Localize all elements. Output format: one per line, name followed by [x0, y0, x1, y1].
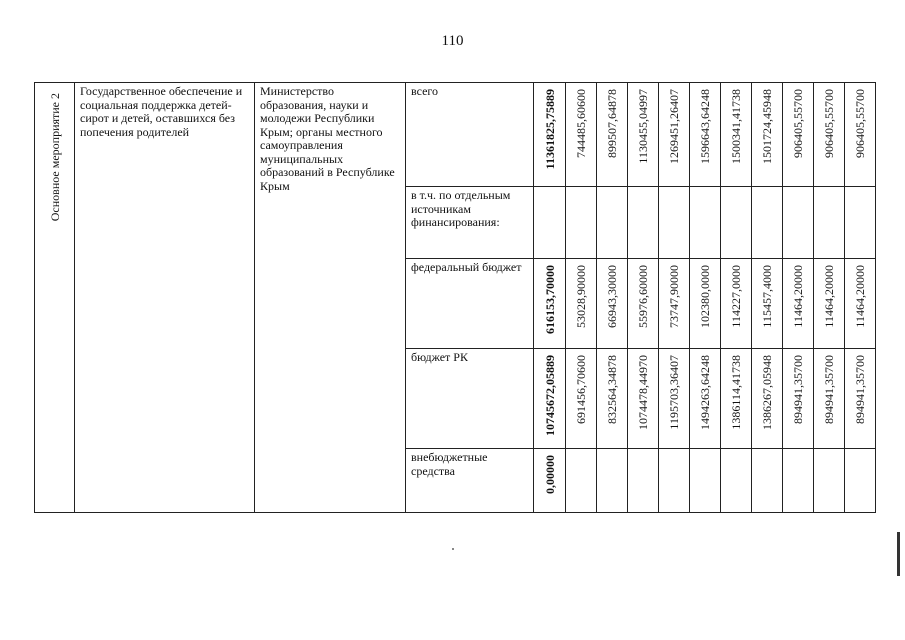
- year-value: 906405,55700: [822, 89, 836, 158]
- year-value: 1386114,41738: [729, 355, 743, 430]
- year-value: 115457,4000: [760, 265, 774, 328]
- measure-label-cell: [35, 83, 75, 513]
- year-value-cell: [721, 187, 752, 259]
- funding-source-cell: [406, 83, 534, 187]
- year-value-cell: [628, 349, 659, 449]
- executor-text: Министерство образования, науки и молодежи Республики Крым; органы местного самоуправления муниципальных образований в Республике Крым: [260, 84, 395, 193]
- total-value: 0,00000: [542, 455, 557, 494]
- year-value: 832564,34878: [605, 355, 619, 424]
- year-value: 691456,70600: [574, 355, 588, 424]
- year-value-cell: [566, 449, 597, 513]
- funding-source-cell: [406, 187, 534, 259]
- year-value-cell: [659, 187, 690, 259]
- year-value: 906405,55700: [791, 89, 805, 158]
- funding-source-label: всего: [411, 84, 439, 98]
- year-value: 1195703,36407: [667, 355, 681, 430]
- year-value: 55976,60000: [636, 265, 650, 328]
- measure-name-cell: [75, 83, 255, 513]
- year-value: 744485,60600: [574, 89, 588, 158]
- funding-source-label: в т.ч. по отдельным источникам финансирования:: [411, 188, 511, 229]
- year-value-cell: [814, 83, 845, 187]
- financing-table: [34, 82, 876, 513]
- page-number: 110: [441, 33, 464, 49]
- year-value-cell: [566, 349, 597, 449]
- year-value-cell: [752, 83, 783, 187]
- year-value: 1501724,45948: [760, 89, 774, 164]
- year-value-cell: [690, 83, 721, 187]
- year-value-cell: [783, 449, 814, 513]
- year-value-cell: [628, 83, 659, 187]
- year-value: 1386267,05948: [760, 355, 774, 430]
- year-value-cell: [628, 259, 659, 349]
- year-value: 1074478,44970: [636, 355, 650, 430]
- year-value: 1596643,64248: [698, 89, 712, 164]
- year-value-cell: [690, 259, 721, 349]
- year-value-cell: [690, 449, 721, 513]
- year-value: 114227,0000: [729, 265, 743, 328]
- year-value: 1494263,64248: [698, 355, 712, 430]
- year-value: 73747,90000: [667, 265, 681, 328]
- year-value-cell: [659, 349, 690, 449]
- year-value: 11464,20000: [791, 265, 805, 328]
- total-value: 616153,70000: [542, 265, 557, 334]
- year-value-cell: [597, 349, 628, 449]
- year-value-cell: [783, 187, 814, 259]
- year-value-cell: [566, 259, 597, 349]
- year-value-cell: [659, 259, 690, 349]
- scan-dust-dot: [452, 548, 454, 550]
- year-value: 906405,55700: [853, 89, 867, 158]
- year-value-cell: [566, 83, 597, 187]
- total-cell: [534, 349, 566, 449]
- year-value-cell: [814, 449, 845, 513]
- year-value-cell: [597, 187, 628, 259]
- funding-source-cell: [406, 349, 534, 449]
- year-value-cell: [814, 187, 845, 259]
- year-value-cell: [752, 449, 783, 513]
- year-value: 66943,30000: [605, 265, 619, 328]
- year-value-cell: [752, 187, 783, 259]
- scan-edge-mark: [897, 532, 900, 576]
- funding-source-cell: [406, 449, 534, 513]
- year-value-cell: [721, 449, 752, 513]
- total-cell: [534, 449, 566, 513]
- year-value-cell: [721, 83, 752, 187]
- year-value-cell: [752, 259, 783, 349]
- year-value-cell: [845, 449, 876, 513]
- executor-cell: [255, 83, 406, 513]
- year-value-cell: [814, 259, 845, 349]
- year-value-cell: [690, 349, 721, 449]
- year-value: 1130455,04997: [636, 89, 650, 164]
- year-value-cell: [566, 187, 597, 259]
- year-value-cell: [597, 259, 628, 349]
- funding-source-label: внебюджетные средства: [411, 450, 488, 478]
- year-value-cell: [845, 83, 876, 187]
- year-value-cell: [659, 83, 690, 187]
- year-value-cell: [752, 349, 783, 449]
- funding-source-label: бюджет РК: [411, 350, 468, 364]
- table-row: [35, 83, 876, 187]
- total-cell: [534, 187, 566, 259]
- total-cell: [534, 83, 566, 187]
- year-value: 11464,20000: [853, 265, 867, 328]
- year-value-cell: [721, 259, 752, 349]
- year-value-cell: [628, 187, 659, 259]
- year-value: 894941,35700: [822, 355, 836, 424]
- year-value: 11464,20000: [822, 265, 836, 328]
- year-value-cell: [783, 349, 814, 449]
- year-value-cell: [628, 449, 659, 513]
- year-value-cell: [597, 449, 628, 513]
- total-cell: [534, 259, 566, 349]
- funding-source-cell: [406, 259, 534, 349]
- year-value-cell: [783, 259, 814, 349]
- year-value: 1269451,26407: [667, 89, 681, 164]
- total-value: 11361825,75889: [542, 89, 557, 170]
- year-value-cell: [690, 187, 721, 259]
- year-value: 102380,0000: [698, 265, 712, 328]
- year-value-cell: [814, 349, 845, 449]
- measure-name: Государственное обеспечение и социальная поддержка детей-сирот и детей, оставшихся без попечения родителей: [80, 84, 243, 139]
- year-value-cell: [783, 83, 814, 187]
- funding-source-label: федеральный бюджет: [411, 260, 522, 274]
- year-value-cell: [845, 349, 876, 449]
- year-value-cell: [721, 349, 752, 449]
- measure-label: Основное мероприятие 2: [47, 93, 62, 222]
- year-value: 53028,90000: [574, 265, 588, 328]
- year-value: 894941,35700: [853, 355, 867, 424]
- year-value: 894941,35700: [791, 355, 805, 424]
- year-value: 899507,64878: [605, 89, 619, 158]
- year-value-cell: [845, 187, 876, 259]
- year-value: 1500341,41738: [729, 89, 743, 164]
- year-value-cell: [845, 259, 876, 349]
- total-value: 10745672,05889: [542, 355, 557, 436]
- year-value-cell: [597, 83, 628, 187]
- year-value-cell: [659, 449, 690, 513]
